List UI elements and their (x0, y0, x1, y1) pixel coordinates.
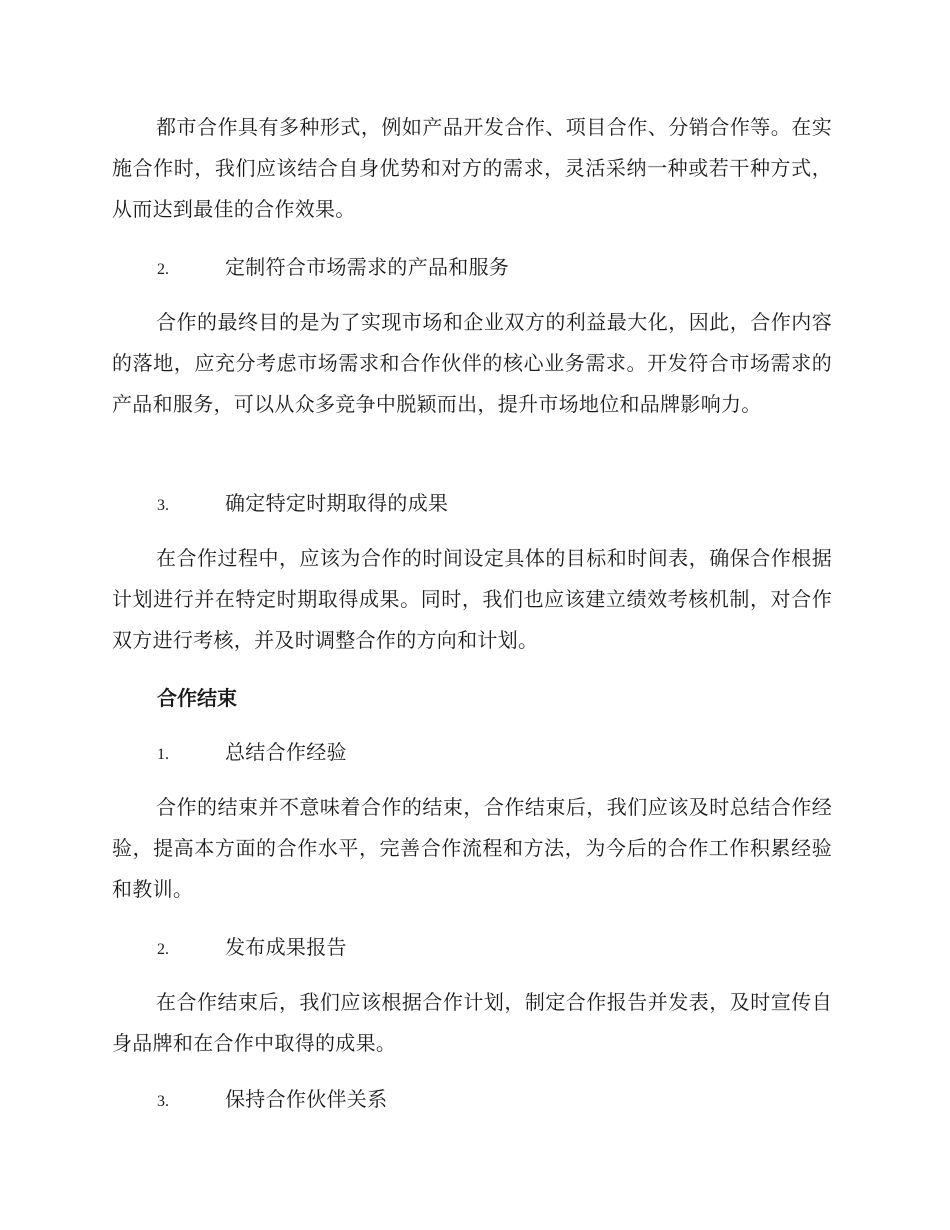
list-number: 2. (157, 261, 169, 278)
list-item-summarize-experience (157, 738, 347, 769)
list-item-custom-products (157, 253, 509, 284)
list-number: 2. (157, 941, 169, 958)
list-item-publish-report (157, 933, 347, 964)
list-number: 1. (157, 746, 169, 763)
paragraph-report: 在合作结束后，我们应该根据合作计划，制定合作报告并发表，及时宣传自身品牌和在合作中取得的成果。 (112, 990, 832, 1055)
list-item-label: 保持合作伙伴关系 (225, 1087, 388, 1111)
paragraph-cooperation-goal: 合作的最终目的是为了实现市场和企业双方的利益最大化，因此，合作内容的落地，应充分考虑市场需求和合作伙伴的核心业务需求。开发符合市场需求的产品和服务，可以从众多竞争中脱颖而出，提升市场地位和品牌影响力。 (112, 310, 832, 416)
list-item-label: 发布成果报告 (225, 935, 347, 959)
list-item-label: 确定特定时期取得的成果 (225, 491, 449, 515)
list-item-maintain-partnership (157, 1085, 387, 1116)
list-number: 3. (157, 1093, 169, 1110)
list-item-label: 总结合作经验 (225, 740, 347, 764)
section-heading: 合作结束 (157, 686, 237, 710)
paragraph-cooperation-forms: 都市合作具有多种形式，例如产品开发合作、项目合作、分销合作等。在实施合作时，我们应该结合自身优势和对方的需求，灵活采纳一种或若干种方式，从而达到最佳的合作效果。 (112, 115, 832, 221)
list-number: 3. (157, 497, 169, 514)
paragraph-cooperation-end: 合作的结束并不意味着合作的结束，合作结束后，我们应该及时总结合作经验，提高本方面的合作水平，完善合作流程和方法，为今后的合作工作积累经验和教训。 (112, 795, 832, 901)
paragraph-cooperation-process: 在合作过程中，应该为合作的时间设定具体的目标和时间表，确保合作根据计划进行并在特定时期取得成果。同时，我们也应该建立绩效考核机制，对合作双方进行考核，并及时调整合作的方向和计划。 (112, 546, 832, 652)
list-item-label: 定制符合市场需求的产品和服务 (225, 255, 510, 279)
list-item-define-results (157, 489, 448, 520)
